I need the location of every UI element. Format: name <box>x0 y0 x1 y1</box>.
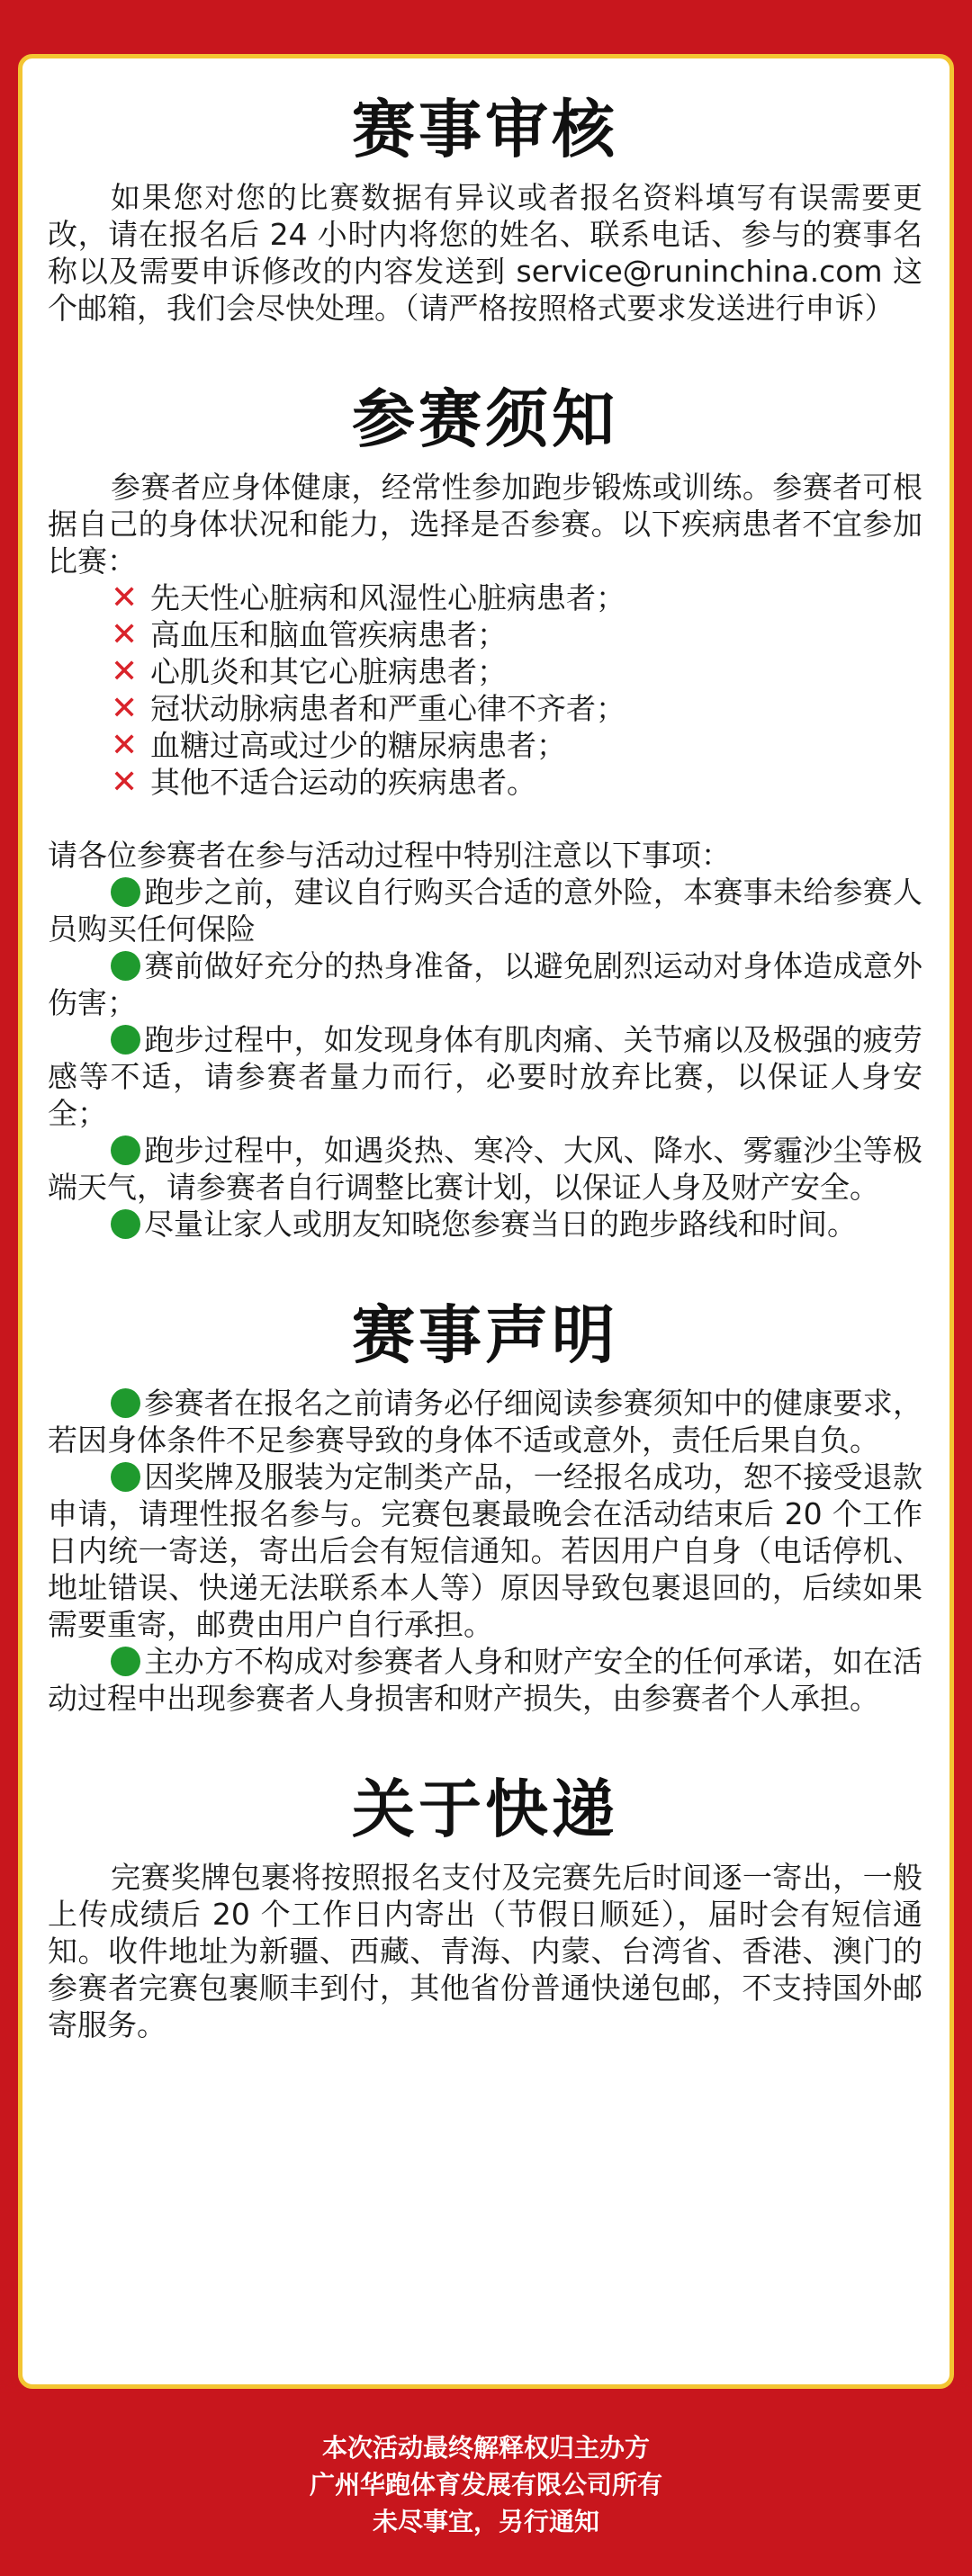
cross-icon: ✕ <box>111 764 139 801</box>
attention-item: 尽量让家人或朋友知晓您参赛当日的跑步路线和时间。 <box>48 1206 922 1243</box>
attention-intro: 请各位参赛者在参与活动过程中特别注意以下事项： <box>48 838 731 873</box>
disease-list <box>48 579 922 801</box>
attention-item: 跑步之前，建议自行购买合适的意外险，本赛事未给参赛人员购买任何保险 <box>48 875 922 947</box>
attention-item: 赛前做好充分的热身准备，以避免剧烈运动对身体造成意外伤害； <box>48 948 922 1020</box>
green-dot-icon <box>111 1462 140 1492</box>
cross-icon: ✕ <box>111 690 139 727</box>
delivery-section <box>48 1760 922 2043</box>
delivery-text: 完赛奖牌包裹将按照报名支付及完赛先后时间逐一寄出，一般上传成绩后 20 个工作日内寄出（节假日顺延），届时会有短信通知。收件地址为新疆、西藏、青海、内蒙、台湾省、香港、澳门的参赛者完赛包裹顺丰到付，其他省份普通快递包邮，不支持国外邮寄服务。 <box>48 1860 922 2042</box>
content-card <box>18 54 954 2389</box>
statement-item: 参赛者在报名之前请务必仔细阅读参赛须知中的健康要求，若因身体条件不足参赛导致的身体不适或意外，责任后果自负。 <box>48 1386 922 1458</box>
attention-item: 跑步过程中，如发现身体有肌肉痛、关节痛以及极强的疲劳感等不适，请参赛者量力而行，必要时放弃比赛，以保证人身安全； <box>48 1022 922 1131</box>
list-item: ✕ 血糖过高或过少的糖尿病患者； <box>111 727 566 764</box>
list-item: ✕ 先天性心脏病和风湿性心脏病患者； <box>111 579 626 616</box>
list-item: ✕ 冠状动脉病患者和严重心律不齐者； <box>111 690 626 727</box>
footer <box>0 2429 972 2540</box>
green-dot-icon <box>111 1388 140 1418</box>
attention-item: 跑步过程中，如遇炎热、寒冷、大风、降水、雾霾沙尘等极端天气，请参赛者自行调整比赛计划，以保证人身及财产安全。 <box>48 1133 922 1205</box>
statement-title: 赛事声明 <box>352 1298 618 1372</box>
list-item: ✕ 其他不适合运动的疾病患者。 <box>111 764 536 801</box>
cross-icon: ✕ <box>111 727 139 764</box>
footer-line: 本次活动最终解释权归主办方 <box>321 2433 650 2463</box>
review-text: 如果您对您的比赛数据有异议或者报名资料填写有误需要更改，请在报名后 24 小时内将您的姓名、联系电话、参与的赛事名称以及需要申诉修改的内容发送到 service@runinchina.com 这个邮箱，我们会尽快处理。（请严格按照格式要求发送进行申诉） <box>48 180 922 326</box>
statement-item: 主办方不构成对参赛者人身和财产安全的任何承诺，如在活动过程中出现参赛者人身损害和财产损失，由参赛者个人承担。 <box>48 1644 922 1716</box>
statement-section <box>48 1286 922 1717</box>
list-item: ✕ 心肌炎和其它心脏病患者； <box>111 653 507 690</box>
notice-section <box>48 370 922 1243</box>
list-item: ✕ 高血压和脑血管疾病患者； <box>111 616 507 653</box>
review-title: 赛事审核 <box>352 93 618 166</box>
footer-line: 广州华跑体育发展有限公司所有 <box>309 2470 662 2500</box>
cross-icon: ✕ <box>111 616 139 653</box>
cross-icon: ✕ <box>111 579 139 616</box>
notice-title: 参赛须知 <box>352 382 618 456</box>
green-dot-icon <box>111 1209 140 1239</box>
green-dot-icon <box>111 1135 140 1165</box>
delivery-title: 关于快递 <box>352 1773 618 1846</box>
cross-icon: ✕ <box>111 653 139 690</box>
green-dot-icon <box>111 1647 140 1676</box>
footer-line: 未尽事宜，另行通知 <box>372 2507 599 2536</box>
green-dot-icon <box>111 1025 140 1055</box>
notice-intro: 参赛者应身体健康，经常性参加跑步锻炼或训练。参赛者可根据自己的身体状况和能力，选择是否参赛。以下疾病患者不宜参加比赛： <box>48 470 922 579</box>
green-dot-icon <box>111 951 140 981</box>
review-section <box>48 80 922 327</box>
green-dot-icon <box>111 877 140 907</box>
statement-item: 因奖牌及服装为定制类产品，一经报名成功，恕不接受退款申请，请理性报名参与。完赛包裹最晚会在活动结束后 20 个工作日内统一寄送，寄出后会有短信通知。若因用户自身（电话停机、地址错误、快递无法联系本人等）原因导致包裹退回的，后续如果需要重寄，邮费由用户自行承担。 <box>48 1459 922 1642</box>
